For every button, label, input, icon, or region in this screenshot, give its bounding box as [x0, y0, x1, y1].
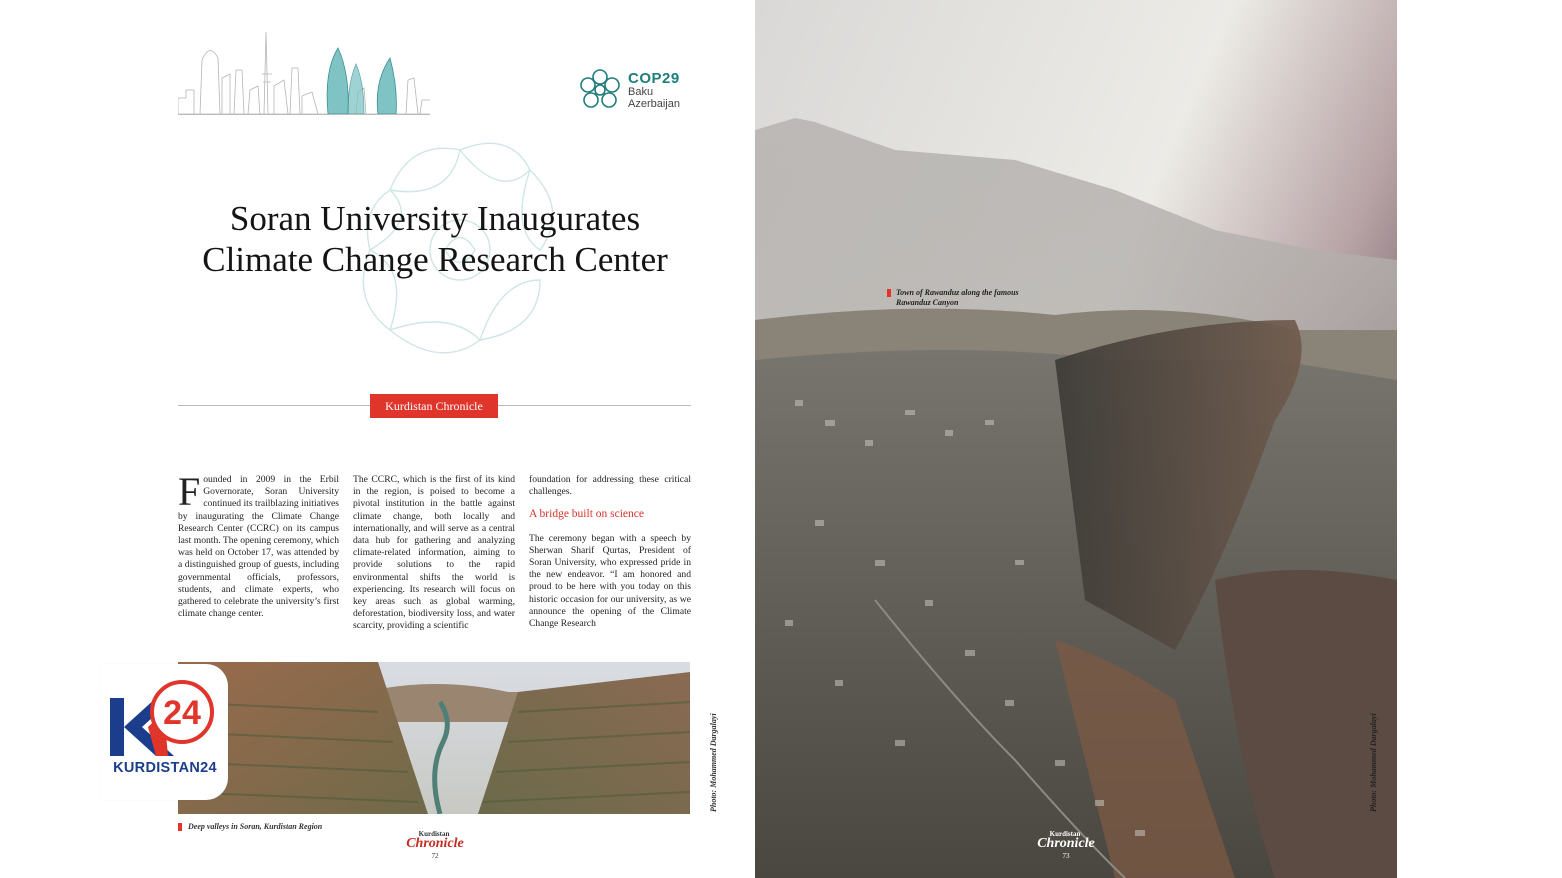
cop29-emblem-icon [576, 66, 624, 114]
caption-marker [178, 823, 182, 831]
cop29-title: COP29 [628, 70, 680, 87]
canyon-photo-caption-line-2: Rawanduz Canyon [896, 298, 959, 307]
body-column-1-text: ounded in 2009 in the Erbil Governorate, Soran University continued its trailblazing initiatives by inaugurating the Climate Change Research Center (CCRC) on its campus last month. The opening ceremony, which was held on October 17, was attended by a distinguished group of guests, including governmental officials, professors, students, and climate experts, who gathered to celebrate the university’s first climate change center. [178, 474, 339, 620]
canyon-photo-credit-text: Photo: Mohammed Dargalayi [1369, 713, 1378, 812]
body-column-1 [178, 469, 339, 620]
footer-masthead-name-right: Chronicle [1037, 836, 1095, 851]
header-rule [178, 114, 430, 115]
footer-masthead-kicker: Kurdistan [418, 830, 450, 838]
cop29-country: Azerbaijan [628, 98, 680, 110]
valley-photo [178, 662, 690, 814]
page-number-left: 72 [431, 852, 439, 860]
body-column-3 [529, 474, 691, 630]
headline-line-2: Climate Change Research Center [202, 240, 668, 279]
valley-photo-caption: Deep valleys in Soran, Kurdistan Region [188, 822, 323, 831]
article-headline [150, 198, 720, 280]
body-column-3-text-b: The ceremony began with a speech by Sherwan Sharif Qurtas, President of Soran University, who expressed pride in the new endeavor. “I am honored and proud to be here with you today on this historic occasion for our university, as we announce the opening of the Climate Change Research [529, 532, 691, 630]
page-number-right: 73 [1062, 852, 1070, 860]
footer-masthead-name: Chronicle [406, 836, 464, 851]
right-margin [1397, 0, 1562, 878]
section-rule-right [498, 405, 691, 406]
footer-masthead-kicker-right: Kurdistan [1049, 830, 1081, 838]
body-column-2-text: The CCRC, which is the first of its kind in the region, is poised to become a pivotal institution in the battle against climate change, both locally and internationally, and will serve as a central data hub for gathering and analyzing climate-related information, aiming to provide solutions to the rapid environmental shifts the world is experiencing. Its research will focus on key areas such as global warming, deforestation, biodiversity loss, and water scarcity, providing a scientific [353, 474, 515, 632]
source-badge: Kurdistan Chronicle [370, 394, 498, 418]
valley-photo-credit-text: Photo: Mohammed Dargalayi [709, 713, 718, 812]
baku-skyline-illustration [178, 30, 430, 116]
canyon-photo-caption-line-1: Town of Rawanduz along the famous [896, 288, 1019, 297]
cop29-city: Baku [628, 86, 654, 98]
drop-cap: F [178, 469, 201, 514]
body-column-3-text-a: foundation for addressing these critical challenges. [529, 474, 691, 498]
body-column-2 [353, 474, 515, 633]
section-rule-left [178, 405, 370, 406]
article-subhead: A bridge built on science [529, 508, 644, 521]
kurdistan24-number: 24 [163, 694, 201, 732]
kurdistan24-wordmark: KURDISTAN24 [113, 760, 217, 776]
canyon-photo-credit [1357, 692, 1378, 812]
kurdistan24-logo-icon [108, 672, 216, 760]
caption-marker-right [887, 289, 891, 297]
valley-photo-credit [697, 692, 718, 812]
headline-line-1: Soran University Inaugurates [229, 199, 641, 238]
right-page [755, 0, 1397, 878]
rawanduz-canyon-photo [755, 0, 1397, 878]
